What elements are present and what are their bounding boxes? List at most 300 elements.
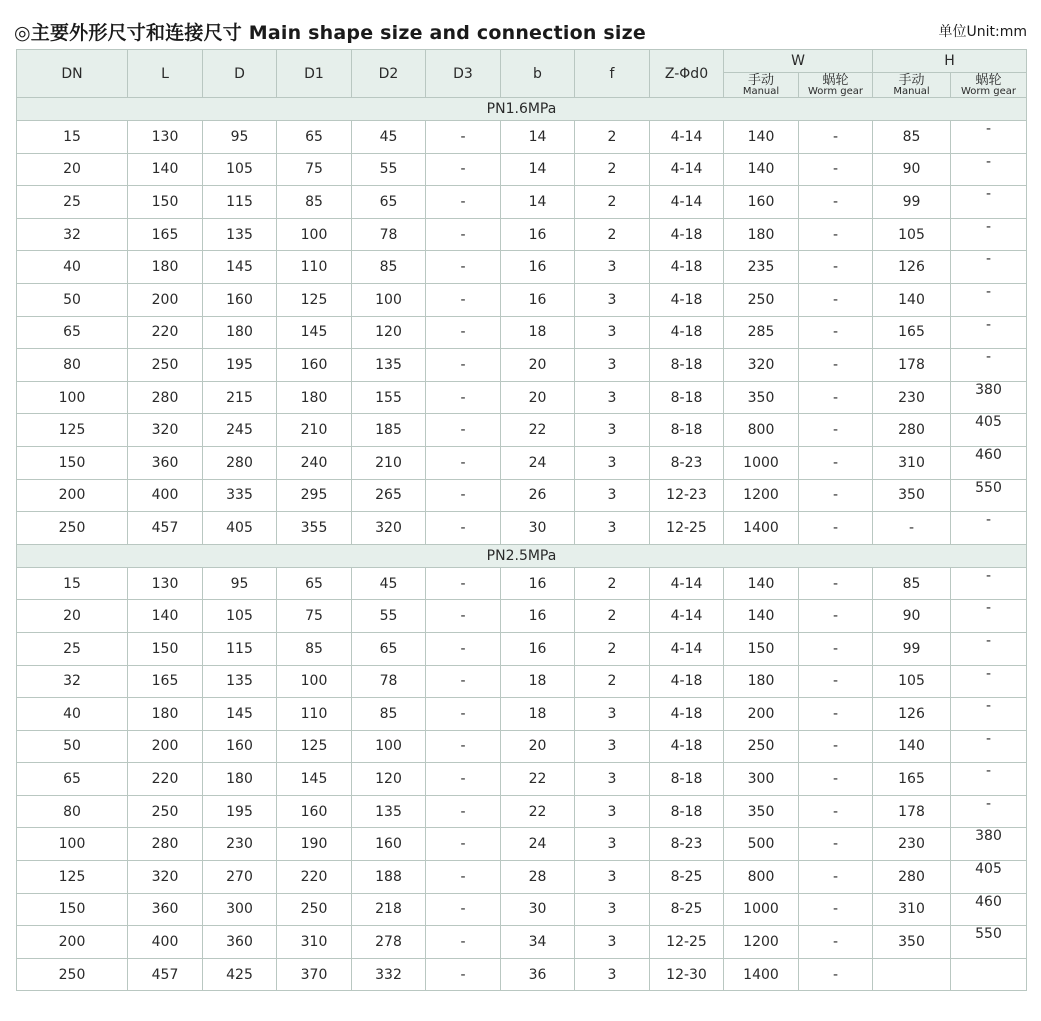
cell-d3: - (426, 958, 501, 991)
cell-d3: - (426, 600, 501, 633)
cell-d3: - (426, 512, 501, 545)
cell-h-manual: 280 (873, 414, 951, 447)
cell-d1: 125 (277, 283, 352, 316)
table-row (17, 893, 1027, 926)
cell-d2: 45 (352, 121, 426, 154)
cell-bolts: 4-14 (650, 153, 724, 186)
cell-h-manual: 350 (873, 479, 951, 512)
cell-w-manual: 160 (724, 186, 799, 219)
cell-b: 26 (501, 479, 575, 512)
cell-w-manual: 180 (724, 218, 799, 251)
cell-b: 14 (501, 186, 575, 219)
sub-label-en: Manual (893, 86, 930, 97)
sub-label-en: Worm gear (807, 86, 863, 97)
cell-h-manual: 99 (873, 632, 951, 665)
table-row (17, 926, 1027, 959)
table-row (17, 698, 1027, 731)
cell-d: 195 (203, 349, 277, 382)
table-row (17, 730, 1027, 763)
cell-d3: - (426, 316, 501, 349)
cell-dn: 125 (17, 414, 128, 447)
cell-d: 145 (203, 698, 277, 731)
cell-h-worm: - (951, 600, 1027, 633)
cell-w-manual: 350 (724, 381, 799, 414)
sub-label-cn: 蜗轮 (822, 73, 849, 88)
cell-d2: 100 (352, 283, 426, 316)
cell-d2: 265 (352, 479, 426, 512)
cell-d: 180 (203, 316, 277, 349)
cell-dn: 40 (17, 251, 128, 284)
cell-f: 3 (575, 958, 650, 991)
cell-d1: 240 (277, 446, 352, 479)
cell-d2: 100 (352, 730, 426, 763)
cell-b: 16 (501, 632, 575, 665)
cell-f: 2 (575, 186, 650, 219)
cell-w-manual: 1400 (724, 512, 799, 545)
cell-b: 18 (501, 698, 575, 731)
cell-h-manual: 165 (873, 763, 951, 796)
cell-bolts: 4-14 (650, 632, 724, 665)
cell-w-worm: - (799, 251, 873, 284)
cell-d2: 155 (352, 381, 426, 414)
col-header-dn: DN (17, 50, 128, 98)
cell-b: 14 (501, 153, 575, 186)
cell-dn: 250 (17, 958, 128, 991)
table-row (17, 632, 1027, 665)
cell-h-worm (951, 958, 1027, 991)
cell-h-manual: 85 (873, 121, 951, 154)
cell-bolts: 8-23 (650, 828, 724, 861)
cell-d1: 75 (277, 600, 352, 633)
cell-d1: 145 (277, 316, 352, 349)
cell-d: 160 (203, 730, 277, 763)
cell-d3: - (426, 218, 501, 251)
col-header-f: f (575, 50, 650, 98)
cell-b: 16 (501, 600, 575, 633)
cell-w-worm: - (799, 763, 873, 796)
cell-b: 14 (501, 121, 575, 154)
table-row (17, 121, 1027, 154)
cell-l: 130 (128, 567, 203, 600)
cell-h-manual: - (873, 512, 951, 545)
table-row (17, 479, 1027, 512)
cell-h-manual: 85 (873, 567, 951, 600)
cell-d1: 75 (277, 153, 352, 186)
cell-w-manual: 235 (724, 251, 799, 284)
cell-l: 400 (128, 479, 203, 512)
cell-dn: 32 (17, 218, 128, 251)
cell-d1: 250 (277, 893, 352, 926)
sub-header-w-manual (724, 73, 799, 98)
col-group-w: W (724, 50, 873, 73)
cell-w-manual: 250 (724, 730, 799, 763)
cell-h-manual: 310 (873, 893, 951, 926)
cell-l: 165 (128, 218, 203, 251)
cell-d3: - (426, 479, 501, 512)
cell-d3: - (426, 414, 501, 447)
cell-f: 3 (575, 828, 650, 861)
cell-b: 20 (501, 381, 575, 414)
cell-d3: - (426, 632, 501, 665)
cell-bolts: 8-25 (650, 861, 724, 894)
cell-w-manual: 800 (724, 861, 799, 894)
cell-d1: 370 (277, 958, 352, 991)
cell-l: 400 (128, 926, 203, 959)
col-header-d3: D3 (426, 50, 501, 98)
cell-bolts: 4-18 (650, 251, 724, 284)
cell-f: 3 (575, 414, 650, 447)
cell-l: 180 (128, 251, 203, 284)
cell-f: 2 (575, 121, 650, 154)
cell-bolts: 4-18 (650, 730, 724, 763)
cell-d: 145 (203, 251, 277, 284)
cell-w-manual: 500 (724, 828, 799, 861)
cell-h-worm: - (951, 186, 1027, 219)
cell-d: 405 (203, 512, 277, 545)
cell-w-worm: - (799, 665, 873, 698)
cell-bolts: 4-14 (650, 600, 724, 633)
sub-label-cn: 手动 (747, 73, 774, 88)
cell-w-manual: 350 (724, 795, 799, 828)
cell-l: 220 (128, 316, 203, 349)
cell-h-worm: 460 (951, 893, 1027, 926)
unit-label: 单位Unit:mm (938, 24, 1027, 40)
table-row (17, 446, 1027, 479)
cell-b: 24 (501, 828, 575, 861)
cell-dn: 65 (17, 763, 128, 796)
table-row (17, 186, 1027, 219)
cell-l: 457 (128, 512, 203, 545)
cell-d1: 310 (277, 926, 352, 959)
cell-h-manual (873, 958, 951, 991)
cell-h-manual: 178 (873, 349, 951, 382)
cell-l: 140 (128, 153, 203, 186)
table-row (17, 316, 1027, 349)
cell-d: 115 (203, 632, 277, 665)
cell-dn: 80 (17, 795, 128, 828)
cell-w-worm: - (799, 186, 873, 219)
cell-d3: - (426, 446, 501, 479)
cell-d3: - (426, 698, 501, 731)
cell-f: 2 (575, 600, 650, 633)
cell-w-worm: - (799, 381, 873, 414)
cell-h-manual: 280 (873, 861, 951, 894)
cell-d3: - (426, 121, 501, 154)
cell-h-manual: 310 (873, 446, 951, 479)
cell-h-worm: - (951, 763, 1027, 796)
cell-h-worm: - (951, 512, 1027, 545)
cell-w-worm: - (799, 632, 873, 665)
cell-h-worm: - (951, 349, 1027, 382)
cell-h-worm: 380 (951, 381, 1027, 414)
cell-d: 180 (203, 763, 277, 796)
table-row (17, 414, 1027, 447)
cell-w-worm: - (799, 795, 873, 828)
section-label: PN2.5MPa (17, 544, 1027, 567)
cell-b: 16 (501, 218, 575, 251)
sub-header-h-manual (873, 73, 951, 98)
cell-d: 425 (203, 958, 277, 991)
sub-header-h-worm (951, 73, 1027, 98)
table-row (17, 349, 1027, 382)
cell-h-worm: 380 (951, 828, 1027, 861)
dimension-table (16, 49, 1027, 991)
cell-h-worm: 460 (951, 446, 1027, 479)
cell-h-worm: - (951, 730, 1027, 763)
cell-d1: 65 (277, 121, 352, 154)
cell-w-manual: 140 (724, 153, 799, 186)
cell-d2: 55 (352, 600, 426, 633)
cell-b: 16 (501, 283, 575, 316)
cell-h-manual: 99 (873, 186, 951, 219)
table-row (17, 600, 1027, 633)
cell-bolts: 12-25 (650, 926, 724, 959)
cell-h-worm: - (951, 316, 1027, 349)
cell-l: 200 (128, 730, 203, 763)
cell-w-manual: 140 (724, 567, 799, 600)
cell-f: 3 (575, 698, 650, 731)
cell-d1: 85 (277, 632, 352, 665)
cell-d3: - (426, 828, 501, 861)
cell-l: 280 (128, 381, 203, 414)
cell-b: 20 (501, 349, 575, 382)
cell-d: 105 (203, 600, 277, 633)
col-header-bolts: Z-Φd0 (650, 50, 724, 98)
cell-d2: 85 (352, 251, 426, 284)
cell-h-worm: - (951, 283, 1027, 316)
cell-h-manual: 126 (873, 698, 951, 731)
cell-f: 3 (575, 446, 650, 479)
cell-d1: 85 (277, 186, 352, 219)
cell-l: 140 (128, 600, 203, 633)
cell-bolts: 4-18 (650, 283, 724, 316)
cell-f: 2 (575, 218, 650, 251)
cell-h-manual: 230 (873, 828, 951, 861)
cell-d: 160 (203, 283, 277, 316)
cell-b: 22 (501, 414, 575, 447)
table-row (17, 218, 1027, 251)
cell-d: 360 (203, 926, 277, 959)
cell-d1: 125 (277, 730, 352, 763)
cell-d3: - (426, 665, 501, 698)
cell-d3: - (426, 926, 501, 959)
sub-label-cn: 手动 (898, 73, 925, 88)
cell-w-worm: - (799, 479, 873, 512)
cell-h-worm: - (951, 795, 1027, 828)
cell-bolts: 12-30 (650, 958, 724, 991)
cell-w-worm: - (799, 121, 873, 154)
cell-l: 130 (128, 121, 203, 154)
table-row (17, 251, 1027, 284)
cell-dn: 50 (17, 730, 128, 763)
cell-bolts: 12-25 (650, 512, 724, 545)
cell-l: 200 (128, 283, 203, 316)
cell-d1: 160 (277, 349, 352, 382)
table-row (17, 763, 1027, 796)
cell-d2: 120 (352, 763, 426, 796)
table-row (17, 828, 1027, 861)
cell-l: 220 (128, 763, 203, 796)
cell-w-manual: 140 (724, 600, 799, 633)
cell-l: 320 (128, 414, 203, 447)
cell-bolts: 4-14 (650, 121, 724, 154)
cell-h-manual: 178 (873, 795, 951, 828)
cell-w-manual: 1000 (724, 446, 799, 479)
table-row (17, 283, 1027, 316)
cell-f: 3 (575, 349, 650, 382)
cell-b: 24 (501, 446, 575, 479)
cell-d3: - (426, 763, 501, 796)
cell-d2: 278 (352, 926, 426, 959)
cell-d1: 355 (277, 512, 352, 545)
cell-l: 150 (128, 632, 203, 665)
cell-d2: 135 (352, 795, 426, 828)
cell-l: 360 (128, 446, 203, 479)
cell-d: 195 (203, 795, 277, 828)
cell-l: 280 (128, 828, 203, 861)
cell-h-worm: 550 (951, 926, 1027, 959)
cell-d: 135 (203, 665, 277, 698)
cell-f: 2 (575, 632, 650, 665)
cell-d2: 78 (352, 218, 426, 251)
cell-d1: 180 (277, 381, 352, 414)
cell-w-worm: - (799, 926, 873, 959)
cell-d2: 188 (352, 861, 426, 894)
cell-dn: 25 (17, 186, 128, 219)
table-row (17, 512, 1027, 545)
cell-w-manual: 180 (724, 665, 799, 698)
table-row (17, 665, 1027, 698)
cell-dn: 125 (17, 861, 128, 894)
cell-dn: 200 (17, 479, 128, 512)
page-title: ◎主要外形尺寸和连接尺寸 Main shape size and connection size (14, 22, 646, 44)
cell-w-manual: 250 (724, 283, 799, 316)
sub-header-w-worm (799, 73, 873, 98)
cell-dn: 15 (17, 121, 128, 154)
table-row (17, 567, 1027, 600)
cell-f: 3 (575, 512, 650, 545)
cell-l: 320 (128, 861, 203, 894)
col-group-h: H (873, 50, 1027, 73)
cell-f: 2 (575, 665, 650, 698)
col-header-l: L (128, 50, 203, 98)
cell-d2: 135 (352, 349, 426, 382)
cell-b: 30 (501, 512, 575, 545)
table-row (17, 381, 1027, 414)
cell-dn: 40 (17, 698, 128, 731)
cell-d2: 45 (352, 567, 426, 600)
cell-d3: - (426, 893, 501, 926)
cell-h-manual: 105 (873, 665, 951, 698)
cell-l: 457 (128, 958, 203, 991)
cell-f: 3 (575, 479, 650, 512)
cell-w-worm: - (799, 567, 873, 600)
cell-dn: 20 (17, 153, 128, 186)
cell-bolts: 8-18 (650, 414, 724, 447)
cell-w-worm: - (799, 730, 873, 763)
cell-f: 3 (575, 730, 650, 763)
cell-dn: 15 (17, 567, 128, 600)
cell-d1: 100 (277, 218, 352, 251)
cell-bolts: 4-14 (650, 567, 724, 600)
cell-dn: 32 (17, 665, 128, 698)
cell-h-worm: - (951, 251, 1027, 284)
cell-d2: 55 (352, 153, 426, 186)
col-header-b: b (501, 50, 575, 98)
col-header-d: D (203, 50, 277, 98)
cell-d1: 65 (277, 567, 352, 600)
cell-d3: - (426, 730, 501, 763)
cell-bolts: 4-18 (650, 218, 724, 251)
cell-d3: - (426, 795, 501, 828)
cell-l: 150 (128, 186, 203, 219)
cell-d: 105 (203, 153, 277, 186)
cell-l: 180 (128, 698, 203, 731)
cell-d3: - (426, 251, 501, 284)
cell-h-manual: 350 (873, 926, 951, 959)
cell-bolts: 4-18 (650, 665, 724, 698)
sub-label-en: Manual (742, 86, 780, 97)
cell-w-worm: - (799, 512, 873, 545)
cell-d: 300 (203, 893, 277, 926)
cell-h-manual: 90 (873, 153, 951, 186)
cell-d: 95 (203, 567, 277, 600)
cell-d2: 65 (352, 186, 426, 219)
col-header-d2: D2 (352, 50, 426, 98)
cell-w-manual: 1000 (724, 893, 799, 926)
cell-w-worm: - (799, 283, 873, 316)
cell-b: 16 (501, 251, 575, 284)
cell-dn: 250 (17, 512, 128, 545)
cell-h-worm: - (951, 218, 1027, 251)
cell-w-worm: - (799, 958, 873, 991)
cell-bolts: 12-23 (650, 479, 724, 512)
cell-d2: 320 (352, 512, 426, 545)
cell-h-worm: - (951, 121, 1027, 154)
cell-b: 30 (501, 893, 575, 926)
table-row (17, 958, 1027, 991)
cell-d2: 78 (352, 665, 426, 698)
cell-f: 3 (575, 795, 650, 828)
cell-h-worm: - (951, 698, 1027, 731)
cell-d1: 110 (277, 251, 352, 284)
cell-b: 20 (501, 730, 575, 763)
cell-h-manual: 165 (873, 316, 951, 349)
cell-d: 230 (203, 828, 277, 861)
cell-bolts: 8-23 (650, 446, 724, 479)
cell-d: 115 (203, 186, 277, 219)
cell-h-worm: 405 (951, 414, 1027, 447)
cell-f: 2 (575, 567, 650, 600)
cell-bolts: 8-18 (650, 381, 724, 414)
cell-h-manual: 105 (873, 218, 951, 251)
sub-label-en: Worm gear (960, 86, 1016, 97)
cell-d1: 190 (277, 828, 352, 861)
cell-d: 95 (203, 121, 277, 154)
cell-d2: 185 (352, 414, 426, 447)
cell-f: 3 (575, 861, 650, 894)
cell-d1: 295 (277, 479, 352, 512)
cell-w-manual: 150 (724, 632, 799, 665)
cell-d3: - (426, 186, 501, 219)
cell-h-manual: 140 (873, 730, 951, 763)
cell-h-worm: - (951, 632, 1027, 665)
table-row (17, 861, 1027, 894)
cell-d: 335 (203, 479, 277, 512)
cell-w-manual: 285 (724, 316, 799, 349)
cell-w-worm: - (799, 828, 873, 861)
cell-d1: 100 (277, 665, 352, 698)
